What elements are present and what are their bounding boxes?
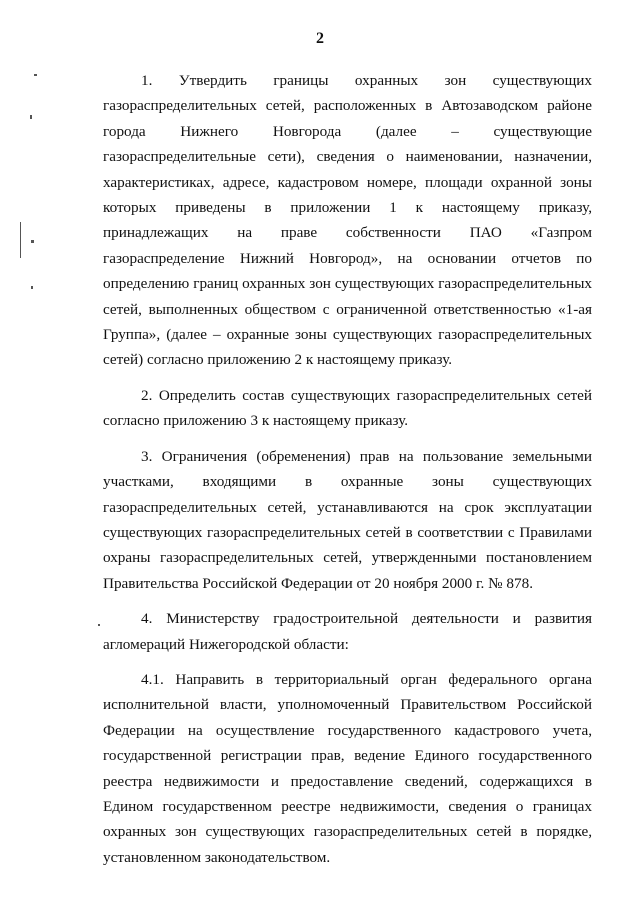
paragraph-1: 1. Утвердить границы охранных зон существующих газораспределительных сетей, расположенных в Автозаводском районе города Нижнего Новгорода (далее – существующие газораспределительные сети), сведения о наименовании, назначении, характеристиках, адресе, кадастровом номере, площади охранной зоны которых приведены в приложении 1 к настоящему приказу, принадлежащих на праве собственности ПАО «Газпром газораспределение Нижний Новгород», на основании отчетов по определению границ охранных зон существующих газораспределительных сетей, выполненных обществом с ограниченной ответственностью «1-ая Группа», (далее – охранные зоны существующих газораспределительных сетей) согласно приложению 2 к настоящему приказу.: [103, 72, 592, 369]
paragraph-2: 2. Определить состав существующих газораспределительных сетей согласно приложению 3 к настоящему приказу.: [103, 386, 592, 430]
scan-mark: [98, 624, 100, 626]
scan-mark: [30, 115, 32, 119]
paragraph-3: 3. Ограничения (обременения) прав на пользование земельными участками, входящими в охранные зоны существующих газораспределительных сетей, устанавливаются на срок эксплуатации существующих газораспределительных сетей в соответствии с Правилами охраны газораспределительных сетей, утвержденными постановлением Правительства Российской Федерации от 20 ноября 2000 г. № 878.: [103, 447, 592, 592]
scan-mark: [31, 286, 33, 289]
paragraph-4-1: 4.1. Направить в территориальный орган федерального органа исполнительной власти, уполномоченный Правительством Российской Федерации на осуществление государственного кадастрового учета, государственной регистрации прав, ведение Единого государственного реестра недвижимости и предоставление сведений, содержащихся в Едином государственном реестре недвижимости, сведения о границах охранных зон существующих газораспределительных сетей в порядке, установленном законодательством.: [103, 670, 592, 866]
paragraph-4: 4. Министерству градостроительной деятельности и развития агломераций Нижегородской области:: [103, 610, 592, 653]
scan-mark: [20, 222, 21, 258]
scan-mark: [31, 240, 34, 243]
page-number: 2: [316, 30, 324, 47]
document-body: [103, 68, 592, 880]
scan-mark: [34, 74, 37, 76]
